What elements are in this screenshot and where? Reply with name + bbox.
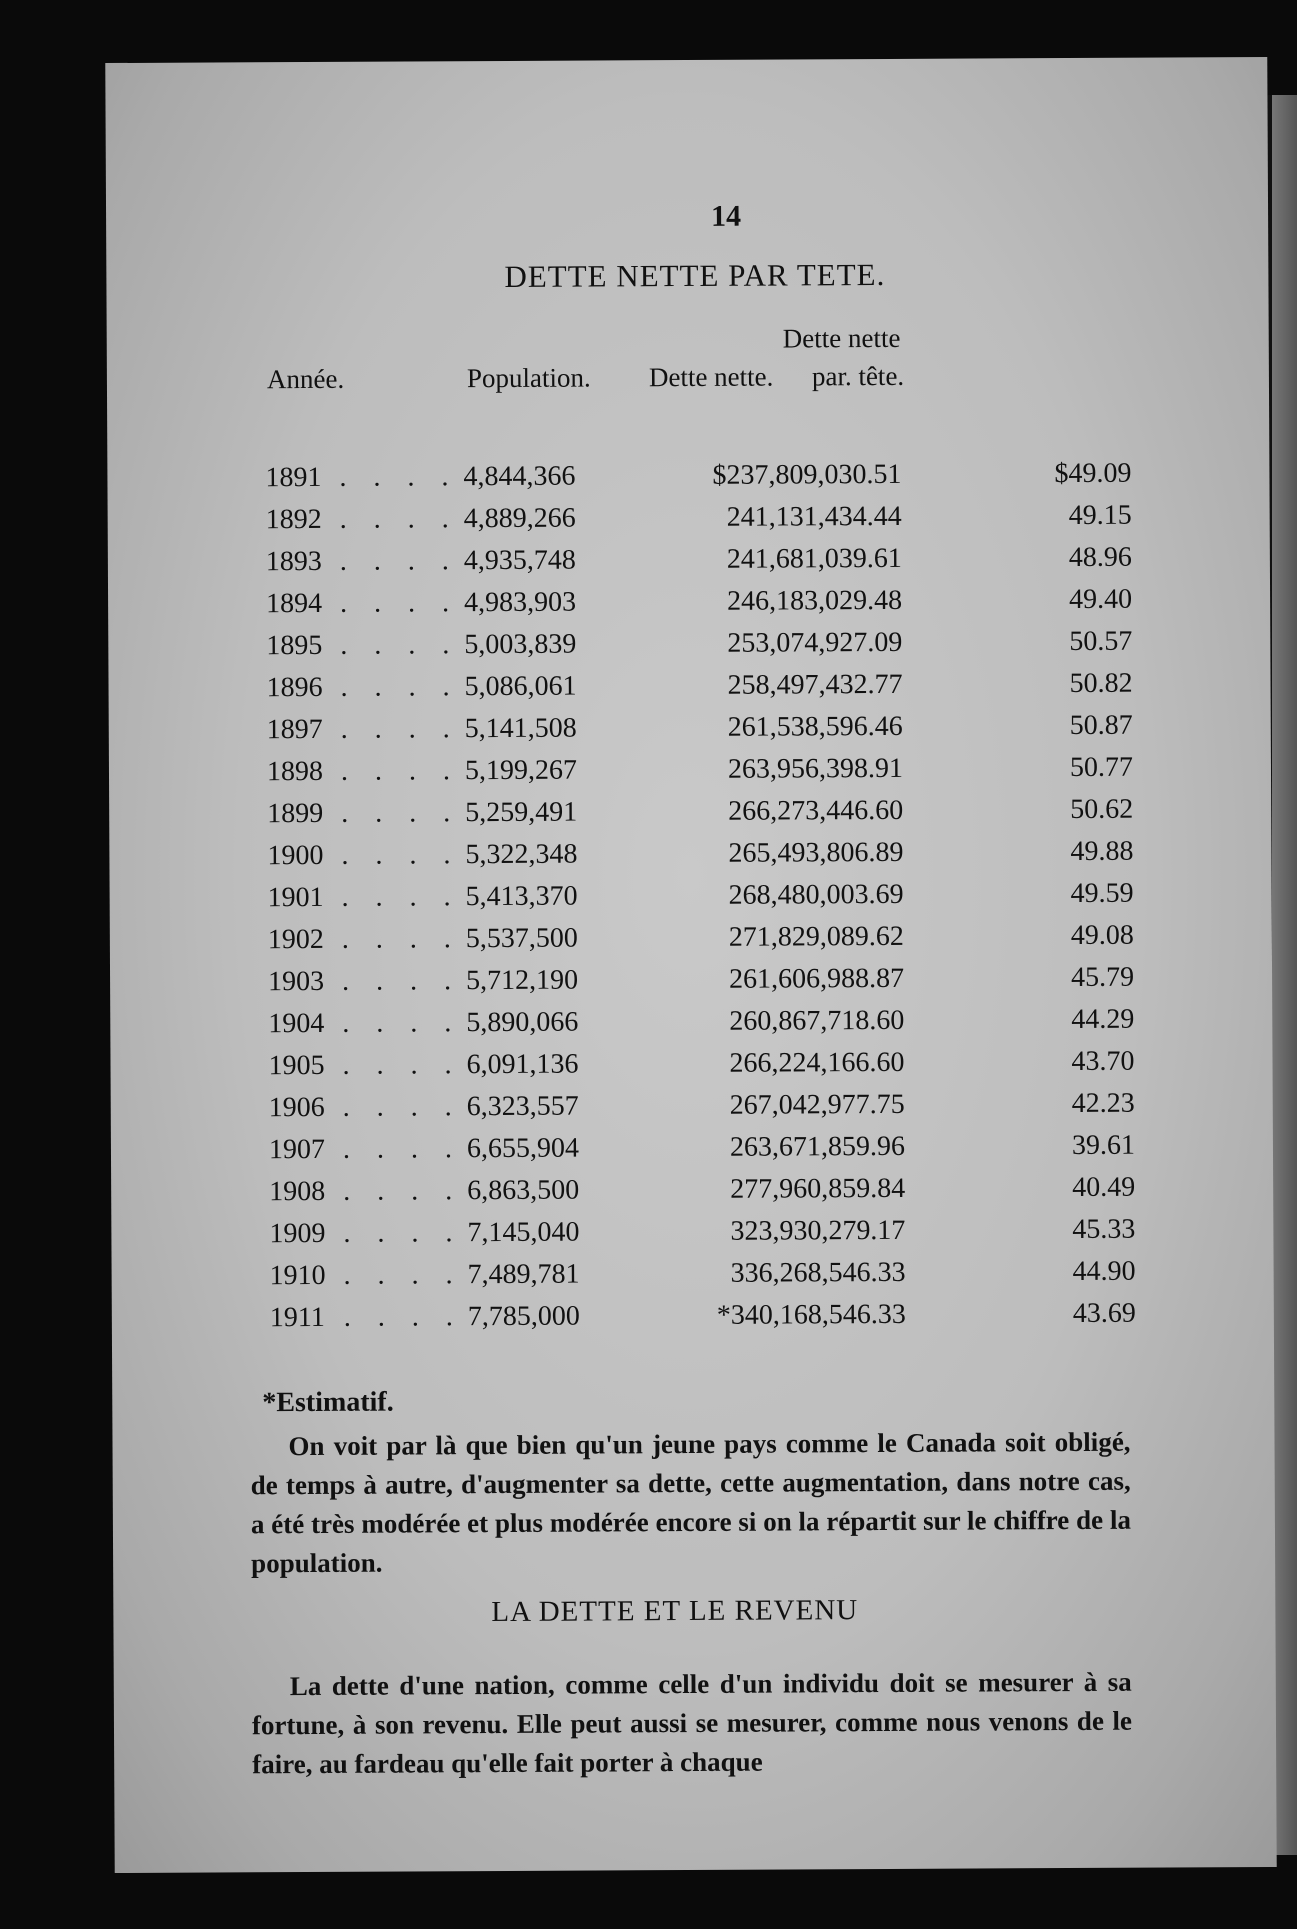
- table-row: [110, 919, 1272, 967]
- paragraph-debt-revenue: La dette d'une nation, comme celle d'un individu doit se mesurer à sa fortune, à son revenu. Elle peut aussi se mesurer, comme nous venons de le faire, au fardeau qu'elle fait porter à chaque: [251, 1666, 1133, 1780]
- year-cell: 1908: [269, 1175, 326, 1208]
- table-row: [109, 751, 1271, 799]
- per-head-cell: 44.90: [1072, 1255, 1136, 1288]
- population-cell: 6,655,904: [466, 1132, 580, 1165]
- per-head-cell: 50.62: [1070, 793, 1134, 826]
- table-row: [111, 1087, 1273, 1135]
- per-head-cell: 49.59: [1070, 877, 1134, 910]
- per-head-cell: 43.70: [1071, 1045, 1135, 1078]
- year-cell: 1898: [266, 755, 324, 788]
- year-cell: 1894: [266, 587, 323, 620]
- population-cell: 5,141,508: [464, 712, 577, 745]
- per-head-cell: 45.79: [1070, 961, 1135, 994]
- population-cell: 5,712,190: [465, 964, 579, 997]
- header-per-head-line2: par. tête.: [811, 360, 905, 392]
- population-cell: 7,145,040: [467, 1216, 580, 1249]
- net-debt-cell: $237,809,030.51: [712, 458, 902, 491]
- population-cell: 5,199,267: [464, 754, 578, 787]
- table-row: [110, 1045, 1272, 1093]
- population-cell: 7,785,000: [467, 1300, 580, 1333]
- year-cell: 1902: [267, 923, 324, 956]
- table-row: [112, 1297, 1274, 1345]
- leader-dots: . . . .: [341, 881, 461, 913]
- leader-dots: . . . .: [340, 755, 461, 787]
- net-debt-cell: 265,493,806.89: [728, 836, 904, 869]
- per-head-cell: 50.57: [1069, 625, 1133, 658]
- leader-dots: . . . .: [340, 713, 460, 745]
- leader-dots: . . . .: [340, 587, 460, 619]
- net-debt-cell: 271,829,089.62: [728, 920, 904, 953]
- net-debt-cell: 241,131,434.44: [726, 500, 902, 533]
- adjacent-page-edge: [1272, 95, 1297, 1855]
- population-cell: 5,086,061: [464, 670, 577, 703]
- table-row: [108, 499, 1270, 547]
- per-head-cell: 49.08: [1070, 919, 1134, 952]
- year-cell: 1910: [269, 1259, 326, 1292]
- page-number: 14: [710, 199, 742, 233]
- table-row: [112, 1255, 1274, 1303]
- page-title: DETTE NETTE PAR TETE.: [504, 256, 886, 294]
- per-head-cell: 48.96: [1068, 541, 1132, 574]
- net-debt-cell: 246,183,029.48: [727, 584, 903, 617]
- per-head-cell: 45.33: [1072, 1213, 1136, 1246]
- header-population: Population.: [466, 362, 591, 394]
- per-head-cell: 39.61: [1071, 1129, 1136, 1162]
- year-cell: 1895: [266, 629, 323, 662]
- population-cell: 4,889,266: [463, 502, 576, 535]
- leader-dots: . . . .: [340, 671, 460, 703]
- table-row: [108, 583, 1270, 631]
- year-cell: 1896: [266, 671, 323, 704]
- table-row: [109, 709, 1271, 757]
- population-cell: 6,323,557: [466, 1090, 579, 1123]
- paragraph-intro: On voit par là que bien qu'un jeune pays comme le Canada soit obligé, de temps à autre, d'augmenter sa dette, cette augmentation, dans notre cas, a été très modérée et plus modérée encore si on la répartit sur le chiffre de la population.: [250, 1426, 1131, 1579]
- population-cell: 6,863,500: [467, 1174, 580, 1207]
- table-row: [111, 1213, 1273, 1261]
- net-debt-cell: 258,497,432.77: [727, 668, 903, 701]
- table-row: [110, 877, 1272, 925]
- table-row: [109, 835, 1271, 883]
- population-cell: 5,322,348: [465, 838, 578, 871]
- net-debt-cell: 260,867,718.60: [729, 1004, 905, 1037]
- net-debt-cell: 277,960,859.84: [730, 1172, 906, 1205]
- population-cell: 5,259,491: [465, 796, 578, 829]
- leader-dots: . . . .: [339, 503, 459, 535]
- leader-dots: . . . .: [340, 629, 460, 661]
- net-debt-cell: 241,681,039.61: [726, 542, 902, 575]
- section-title: LA DETTE ET LE REVENU: [491, 1594, 859, 1629]
- year-cell: 1909: [269, 1217, 326, 1250]
- table-row: [111, 1171, 1273, 1219]
- net-debt-cell: 336,268,546.33: [730, 1256, 906, 1289]
- net-debt-cell: 323,930,279.17: [730, 1214, 906, 1247]
- population-cell: 4,935,748: [463, 544, 576, 577]
- per-head-cell: 49.40: [1069, 583, 1133, 616]
- leader-dots: . . . .: [341, 839, 461, 871]
- document-page: [105, 57, 1276, 1873]
- leader-dots: . . . .: [343, 1175, 463, 1207]
- year-cell: 1891: [265, 461, 322, 494]
- leader-dots: . . . .: [341, 797, 461, 829]
- table-row: [109, 793, 1271, 841]
- population-cell: 7,489,781: [467, 1258, 580, 1291]
- year-cell: 1901: [267, 881, 324, 914]
- leader-dots: . . . .: [339, 545, 459, 577]
- population-cell: 5,413,370: [465, 880, 578, 913]
- year-cell: 1892: [265, 503, 322, 536]
- year-cell: 1911: [269, 1301, 325, 1334]
- net-debt-cell: 263,671,859.96: [729, 1130, 906, 1163]
- per-head-cell: 50.77: [1069, 751, 1134, 784]
- per-head-cell: 49.15: [1068, 499, 1132, 532]
- table-row: [107, 457, 1269, 505]
- leader-dots: . . . .: [342, 1133, 463, 1165]
- leader-dots: . . . .: [342, 1049, 462, 1081]
- year-cell: 1903: [268, 965, 325, 998]
- net-debt-cell: 268,480,003.69: [728, 878, 904, 911]
- header-net-debt: Dette nette.: [648, 361, 774, 393]
- year-cell: 1906: [268, 1091, 325, 1124]
- table-row: [108, 541, 1270, 589]
- net-debt-cell: 253,074,927.09: [727, 626, 903, 659]
- table-row: [108, 667, 1270, 715]
- year-cell: 1905: [268, 1049, 325, 1082]
- leader-dots: . . . .: [343, 1259, 463, 1291]
- per-head-cell: 50.82: [1069, 667, 1133, 700]
- leader-dots: . . . .: [342, 1091, 462, 1123]
- population-cell: 6,091,136: [466, 1048, 579, 1081]
- debt-table: [107, 457, 1274, 1345]
- per-head-cell: 44.29: [1071, 1003, 1135, 1036]
- year-cell: 1893: [265, 545, 322, 578]
- year-cell: 1897: [266, 713, 323, 746]
- year-cell: 1899: [267, 797, 324, 830]
- table-row: [110, 961, 1272, 1009]
- per-head-cell: 50.87: [1069, 709, 1133, 742]
- leader-dots: . . . .: [341, 965, 462, 997]
- per-head-cell: 42.23: [1071, 1087, 1135, 1120]
- table-row: [111, 1129, 1273, 1177]
- year-cell: 1904: [268, 1007, 325, 1040]
- table-footnote: *Estimatif.: [262, 1386, 394, 1419]
- year-cell: 1900: [267, 839, 324, 872]
- table-row: [110, 1003, 1272, 1051]
- leader-dots: . . . .: [343, 1301, 463, 1333]
- leader-dots: . . . .: [341, 923, 461, 955]
- leader-dots: . . . .: [339, 461, 459, 493]
- population-cell: 5,890,066: [466, 1006, 579, 1039]
- net-debt-cell: 266,273,446.60: [728, 794, 904, 827]
- net-debt-cell: 267,042,977.75: [729, 1088, 905, 1121]
- per-head-cell: 40.49: [1072, 1171, 1136, 1204]
- per-head-cell: $49.09: [1054, 457, 1132, 490]
- per-head-cell: 43.69: [1072, 1297, 1136, 1330]
- population-cell: 5,003,839: [464, 628, 577, 661]
- year-cell: 1907: [268, 1133, 326, 1166]
- net-debt-cell: 263,956,398.91: [727, 752, 904, 785]
- net-debt-cell: *340,168,546.33: [716, 1298, 906, 1331]
- header-per-head-line1: Dette nette: [782, 322, 901, 354]
- population-cell: 4,844,366: [463, 460, 576, 493]
- leader-dots: . . . .: [342, 1007, 462, 1039]
- header-year: Année.: [266, 363, 345, 395]
- leader-dots: . . . .: [343, 1217, 463, 1249]
- population-cell: 5,537,500: [465, 922, 578, 955]
- per-head-cell: 49.88: [1070, 835, 1134, 868]
- table-row: [108, 625, 1270, 673]
- net-debt-cell: 261,606,988.87: [728, 962, 905, 995]
- population-cell: 4,983,903: [464, 586, 577, 619]
- net-debt-cell: 266,224,166.60: [729, 1046, 905, 1079]
- net-debt-cell: 261,538,596.46: [727, 710, 903, 743]
